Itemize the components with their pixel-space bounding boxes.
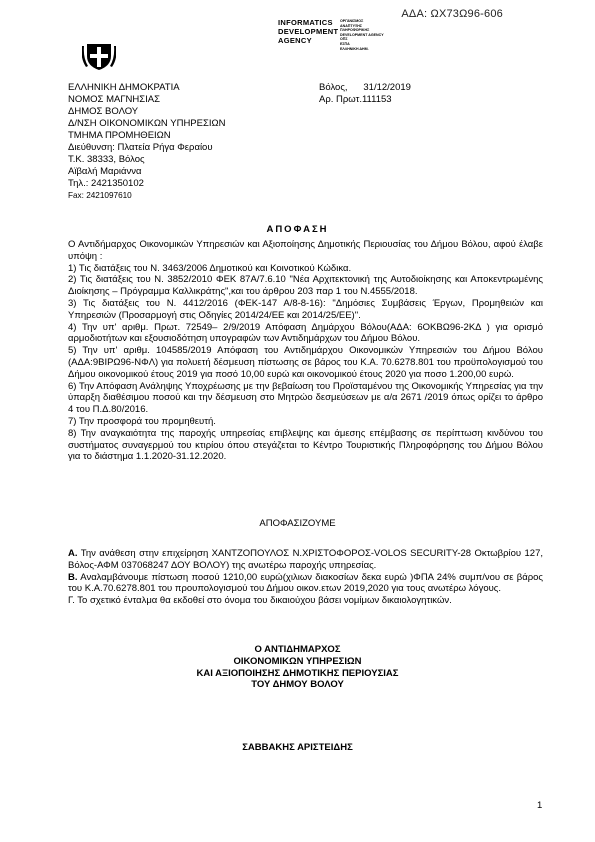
signer-name: ΣΑΒΒΑΚΗΣ ΑΡΙΣΤΕΙΔΗΣ bbox=[242, 742, 353, 753]
protocol-number: Αρ. Πρωτ.111153 bbox=[319, 94, 392, 105]
issuer-line: ΔΗΜΟΣ ΒΟΛΟΥ bbox=[68, 106, 139, 117]
issuer-line: Τ.Κ. 38333, Βόλος bbox=[68, 154, 145, 165]
logo-fine-print: ΟΡΓΑΝΙΣΜΟΣ ΑΝΑΠΤΥΞΗΣ ΠΛΗΡΟΦΟΡΙΚΗΣ DEVELOPMENT AGENCY ΟΠΣ ΕΣΠΑ ΕΛΛΗΝΙΚΗ ΔΗΜ. bbox=[340, 19, 384, 51]
fax-line: Fax: 2421097610 bbox=[68, 191, 132, 200]
signature-title: Ο ΑΝΤΙΔΗΜΑΡΧΟΣ ΟΙΚΟΝΟΜΙΚΩΝ ΥΠΗΡΕΣΙΩΝ ΚΑΙ ΑΞΙΟΠΟΙΗΣΗΣ ΔΗΜΟΤΙΚΗΣ ΠΕΡΙΟΥΣΙΑΣ ΤΟΥ ΔΗΜΟΥ ΒΟΛΟΥ bbox=[196, 644, 399, 691]
issuer-block bbox=[68, 82, 225, 202]
date-protocol-block bbox=[319, 82, 411, 106]
logo-word: INFORMATICS bbox=[278, 18, 333, 27]
decision-item: Γ. Το σχετικό ένταλμα θα εκδοθεί στο όνομα του δικαιούχου βάσει νομίμων δικαιολογητικών. bbox=[68, 595, 452, 607]
considerations bbox=[68, 239, 543, 463]
decision-item: Α. Την ανάθεση στην επιχείρηση ΧΑΝΤΖΟΠΟΥΛΟΣ Ν.ΧΡΙΣΤΟΦΟΡΟΣ-VOLOS SECURITY-28 Οκτωβρίου 127, Βόλος-ΑΦΜ 037068247 ΔΟΥ ΒΟΛΟΥ) της ανωτέρω παροχής υπηρεσίας. bbox=[68, 548, 543, 571]
page-number: 1 bbox=[537, 800, 543, 811]
place-date: Βόλος, 31/12/2019 bbox=[319, 82, 411, 93]
issuer-line: ΝΟΜΟΣ ΜΑΓΝΗΣΙΑΣ bbox=[68, 94, 160, 105]
decide-heading: ΑΠΟΦΑΣΙΖΟΥΜΕ bbox=[259, 518, 336, 529]
paragraph: 1) Τις διατάξεις του Ν. 3463/2006 Δημοτικού και Κοινοτικού Κώδικα. bbox=[68, 262, 352, 274]
issuer-line: Διεύθυνση: Πλατεία Ρήγα Φεραίου bbox=[68, 142, 213, 153]
document-title: ΑΠΟΦΑΣΗ bbox=[266, 224, 329, 235]
logo-word: DEVELOPMENT bbox=[278, 27, 339, 36]
issuer-line: Τηλ.: 2421350102 bbox=[68, 178, 144, 189]
paragraph: Ο Αντιδήμαρχος Οικονομικών Υπηρεσιών και Αξιοποίησης Δημοτικής Περιουσίας του Δήμου Βόλου, αφού έλαβε υπόψη : bbox=[68, 239, 543, 262]
decisions bbox=[68, 548, 543, 607]
paragraph: 8) Την αναγκαιότητα της παροχής υπηρεσίας επιβλεψης και άμεσης επέμβασης σε περίπτωση κινδύνου του συστήματος συναγερμού του κτιρίου όπου στεγάζεται το Κέντρο Τουριστικής Πληροφόρησης του Δήμου Βόλου για το διάστημα 1.1.2020-31.12.2020. bbox=[68, 427, 543, 463]
paragraph: 3) Τις διατάξεις του Ν. 4412/2016 (ΦΕΚ-147 Α/8-8-16): "Δημόσιες Συμβάσεις Έργων, Προμηθειών και Υπηρεσιών (Προσαρμογή στις Οδηγίες 2014/24/ΕΕ και 2014/25/ΕΕ)". bbox=[68, 297, 543, 321]
paragraph: 5) Την υπ' αριθμ. 104585/2019 Απόφαση του Αντιδημάρχου Οικονομικών Υπηρεσιών του Δήμου Βόλου (ΑΔΑ:9ΒΙΡΩ96-ΝΦΛ) για πολυετή δέσμευση πίστωσης σε βάρος του Κ.Α. 70.6278.801 του προϋπολογισμού του Δήμου οικονομικού έτους 2019 για ποσό 10,00 ευρώ και οικονομικού έτους 2020 για ποσο 1.200,00 ευρώ. bbox=[68, 345, 543, 380]
paragraph: 7) Την προσφορά του προμηθευτή. bbox=[68, 415, 216, 427]
logo-words bbox=[278, 18, 338, 45]
issuer-line: ΕΛΛΗΝΙΚΗ ΔΗΜΟΚΡΑΤΙΑ bbox=[68, 82, 180, 93]
issuer-line: Δ/ΝΣΗ ΟΙΚΟΝΟΜΙΚΩΝ ΥΠΗΡΕΣΙΩΝ bbox=[68, 118, 226, 129]
paragraph: 6) Την Απόφαση Ανάληψης Υποχρέωσης με την βεβαίωση του Προϊσταμένου της Οικονομικής Υπηρεσίας για την ύπαρξη διαθέσιμου ποσού και την δέσμευση στο Μητρώο δεσμεύσεων με α/α 2671 /2019 όπως ορίζει το άρθρο 4 του Π.Δ.80/2016. bbox=[68, 380, 543, 416]
issuer-line: ΤΜΗΜΑ ΠΡΟΜΗΘΕΙΩΝ bbox=[68, 130, 171, 141]
paragraph: 4) Την υπ' αριθμ. Πρωτ. 72549– 2/9/2019 Απόφαση Δημάρχου Βόλου(ΑΔΑ: 6ΟΚΒΩ96-2ΚΔ ) για ορισμό αρμοδιοτήτων και εξουσιοδότηση υπογραφών των Αντιδημάρχων του Δήμου Βόλου. bbox=[68, 321, 543, 345]
agency-logo bbox=[278, 18, 458, 54]
decision-item: Β. Αναλαμβάνουμε πίστωση ποσού 1210,00 ευρώ(χιλιων διακοσίων δεκα ευρώ )ΦΠΑ 24% συμπ/νου σε βάρος του Κ.Α.70.6278.801 του προυπολογισμού του Δήμου οικον.ετων 2019,2020 για τους ανωτέρω λόγους. bbox=[68, 571, 543, 595]
issuer-line: Αϊβαλή Μαριάννα bbox=[68, 166, 142, 177]
greek-coat-of-arms-icon bbox=[82, 38, 116, 72]
paragraph: 2) Τις διατάξεις του Ν. 3852/2010 ΦΕΚ 87Α/7.6.10 "Νέα Αρχιτεκτονική της Αυτοδιοίκησης και Αποκεντρωμένης Διοίκησης – Πρόγραμμα Καλλικράτης",και του άρθρου 203 παρ 1 του Ν.4555/2018. bbox=[68, 274, 543, 298]
ada-code: ΑΔΑ: ΩΧ73Ω96-606 bbox=[401, 8, 503, 20]
logo-word: AGENCY bbox=[278, 36, 312, 45]
